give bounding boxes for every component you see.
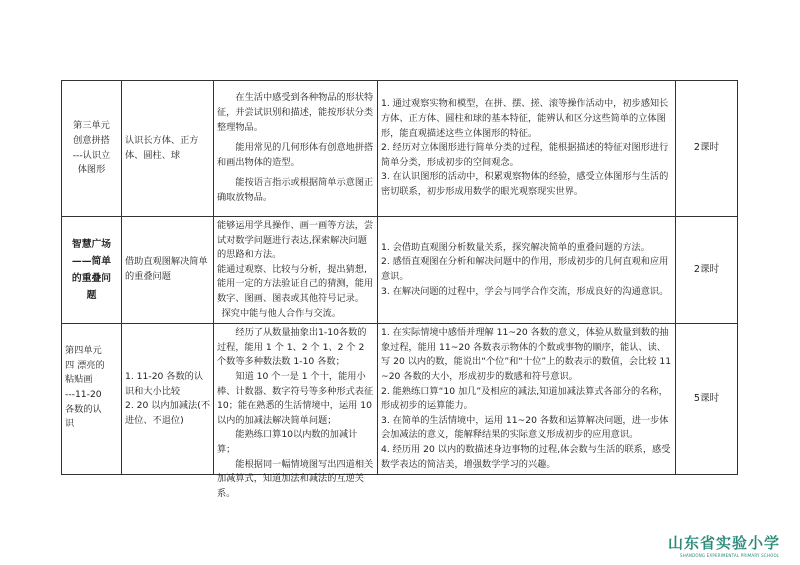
requirement-text: 能通过观察、比较与分析，提出猜想,能用一定的方法验证自己的猜测，能用数字、图画、图表或其他符号记录。 (217, 263, 374, 304)
content-text: 1. 11-20 各数的认识和大小比较 (125, 370, 204, 397)
content-text: 认识长方体、正方体、圆柱、球 (125, 134, 199, 161)
hours-text: 2课时 (693, 142, 720, 154)
content-text: 借助直观图解决简单的重叠问题 (125, 256, 208, 283)
goal-text: 3. 在简单的生活情境中，运用 11~20 各数和运算解决问题，进一步体会加减法的意义，能解释结果的实际意义形成初步的应用意识。 (381, 414, 669, 441)
requirement-text: 能熟练口算10以内数的加减计算； (217, 429, 358, 455)
requirement-text: 能按语言指示或根据简单示意图正确取放物品。 (217, 177, 374, 203)
requirement-text: 能用常见的几何形体有创意地拼搭和画出物体的造型。 (217, 142, 374, 168)
unit-line: 四 漂亮的 (65, 359, 105, 371)
unit-line: 识 (65, 418, 75, 430)
unit-line: 第三单元 (73, 120, 110, 132)
requirement-text: 探究中能与他人合作与交流。 (221, 307, 342, 319)
unit-line: 各数的认 (65, 403, 102, 415)
goal-text: 2. 能熟练口算“10 加几”及相应的减法,知道加减法算式各部分的名称，形成初步的运算能力。 (381, 385, 668, 412)
goal-text: 1. 通过观察实物和模型，在拼、摆、搓、滚等操作活动中，初步感知长方体、正方体、圆柱和球的基本特征，能辨认和区分这些简单的立体图形，能直观描述这些立体图形的特征。 (381, 98, 669, 139)
unit-line: ---11-20 (65, 388, 102, 400)
unit-cell (62, 217, 122, 324)
requirements-cell (214, 217, 378, 324)
table-row (62, 81, 738, 217)
school-name-english: SHANDONG EXPERIMENTAL PRIMARY SCHOOL (680, 553, 780, 558)
hours-text: 2课时 (693, 263, 720, 275)
unit-line: 题 (86, 290, 97, 302)
unit-line: 智慧广场 (71, 239, 112, 251)
hours-cell (676, 81, 738, 217)
goal-text: 1. 会借助直观图分析数量关系，探究解决简单的重叠问题的方法。 (381, 241, 650, 253)
goal-text: 4. 经历用 20 以内的数描述身边事物的过程,体会数与生活的联系，感受数学表达的简洁美，增强数学学习的兴趣。 (381, 443, 671, 470)
content-cell (122, 81, 214, 217)
unit-cell (62, 324, 122, 475)
unit-line: 的重叠问 (71, 273, 112, 285)
hours-cell (676, 324, 738, 475)
content-text: 2. 20 以内加减法(不进位、不退位) (125, 400, 211, 426)
unit-line: 粘贴画 (65, 374, 93, 386)
goals-cell (378, 81, 676, 217)
unit-line: ---认识立 (72, 149, 111, 161)
goal-text: 2. 经历对立体图形进行简单分类的过程，能根据描述的特征对图形进行简单分类，形成初步的空间观念。 (381, 142, 669, 168)
content-cell (122, 217, 214, 324)
school-logo (668, 532, 794, 562)
table-row (62, 217, 738, 324)
goal-text: 3. 在解决问题的过程中，学会与同学合作交流，形成良好的沟通意识。 (381, 285, 669, 297)
goals-cell (378, 324, 676, 475)
goal-text: 2. 感悟直观图在分析和解决问题中的作用，形成初步的几何直观和应用意识。 (381, 256, 669, 283)
requirements-cell (214, 81, 378, 217)
table-row (62, 324, 738, 475)
content-cell (122, 324, 214, 475)
school-name: 山东省实验小学 (668, 534, 781, 552)
requirements-cell (214, 324, 378, 499)
requirement-text: 经历了从数量抽象出1-10各数的过程，能用 1 个 1、2 个 1、2 个 2 个数等多种数法数 1-10 各数； (217, 327, 367, 368)
hours-text: 5课时 (693, 392, 720, 404)
goals-cell (378, 217, 676, 324)
requirement-text: 能够运用学具操作、画一画等方法，尝试对数学问题进行表达,探索解决问题的思路和方法。 (217, 220, 374, 261)
requirement-text: 能根据同一幅情境图写出四道相关加减算式，知道加法和减法的互逆关系。 (217, 458, 374, 499)
requirement-text: 知道 10 个一是 1 个十，能用小棒、计数器、数字符号等多种形式表征 10；能在熟悉的生活情境中，运用 10 以内的加减法解决简单问题； (217, 370, 374, 426)
requirement-text: 在生活中感受到各种物品的形状特征，并尝试识别和描述，能按形状分类整理物品。 (217, 92, 374, 133)
goal-text: 3. 在认识图形的活动中，积累观察物体的经验，感受立体图形与生活的密切联系，初步形成用数学的眼光观察现实世界。 (381, 171, 669, 197)
unit-line: 第四单元 (65, 345, 102, 357)
lesson-plan-table (61, 80, 738, 499)
unit-cell (62, 81, 122, 217)
goal-text: 1. 在实际情境中感悟并理解 11~20 各数的意义，体验从数量到数的抽象过程，能用 11~20 各数表示物体的个数或事物的顺序，能认、读、写 20 以内的数，能说出“个位”和“十位”上的数表示的数值，会比较 11~20 各数的大小，形成初步的数感和符号意识。 (381, 327, 672, 382)
unit-line: ——简单 (71, 256, 112, 268)
hours-cell (676, 217, 738, 324)
unit-line: 创意拼搭 (73, 134, 110, 146)
unit-line: 体图形 (77, 164, 106, 176)
